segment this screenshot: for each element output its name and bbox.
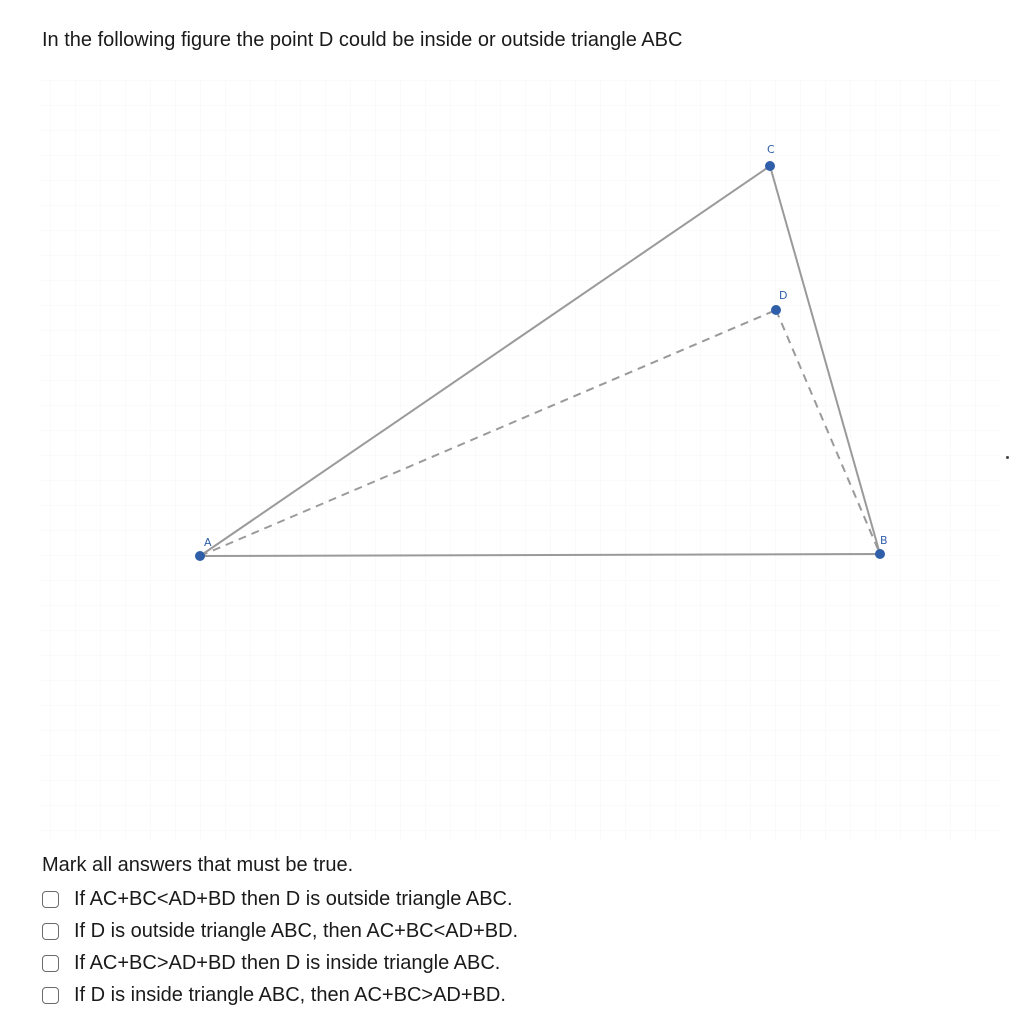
option-2[interactable] <box>42 915 518 947</box>
option-1[interactable] <box>42 883 518 915</box>
option-3[interactable] <box>42 947 518 979</box>
point-b <box>875 549 885 559</box>
checkbox-2[interactable] <box>42 923 59 940</box>
label-b: B <box>880 534 888 547</box>
checkbox-4[interactable] <box>42 987 59 1004</box>
point-a <box>195 551 205 561</box>
grid-background <box>40 80 1000 840</box>
instruction-text: Mark all answers that must be true. <box>42 854 354 876</box>
option-label: If AC+BC>AD+BD then D is inside triangle ABC. <box>74 951 501 974</box>
label-d: D <box>779 289 788 302</box>
point-d <box>771 305 781 315</box>
option-label: If AC+BC<AD+BD then D is outside triangle ABC. <box>74 887 513 910</box>
answer-options <box>42 883 518 1011</box>
option-4[interactable] <box>42 979 518 1011</box>
label-a: A <box>204 536 212 549</box>
option-label: If D is inside triangle ABC, then AC+BC>AD+BD. <box>74 983 506 1006</box>
question-text: In the following figure the point D could be inside or outside triangle ABC <box>42 29 683 51</box>
stray-dot <box>1006 456 1009 459</box>
point-c <box>765 161 775 171</box>
checkbox-3[interactable] <box>42 955 59 972</box>
triangle-figure <box>0 80 1024 840</box>
figure-canvas <box>0 80 1024 840</box>
label-c: C <box>767 143 775 156</box>
option-label: If D is outside triangle ABC, then AC+BC<AD+BD. <box>74 919 519 942</box>
checkbox-1[interactable] <box>42 891 59 908</box>
